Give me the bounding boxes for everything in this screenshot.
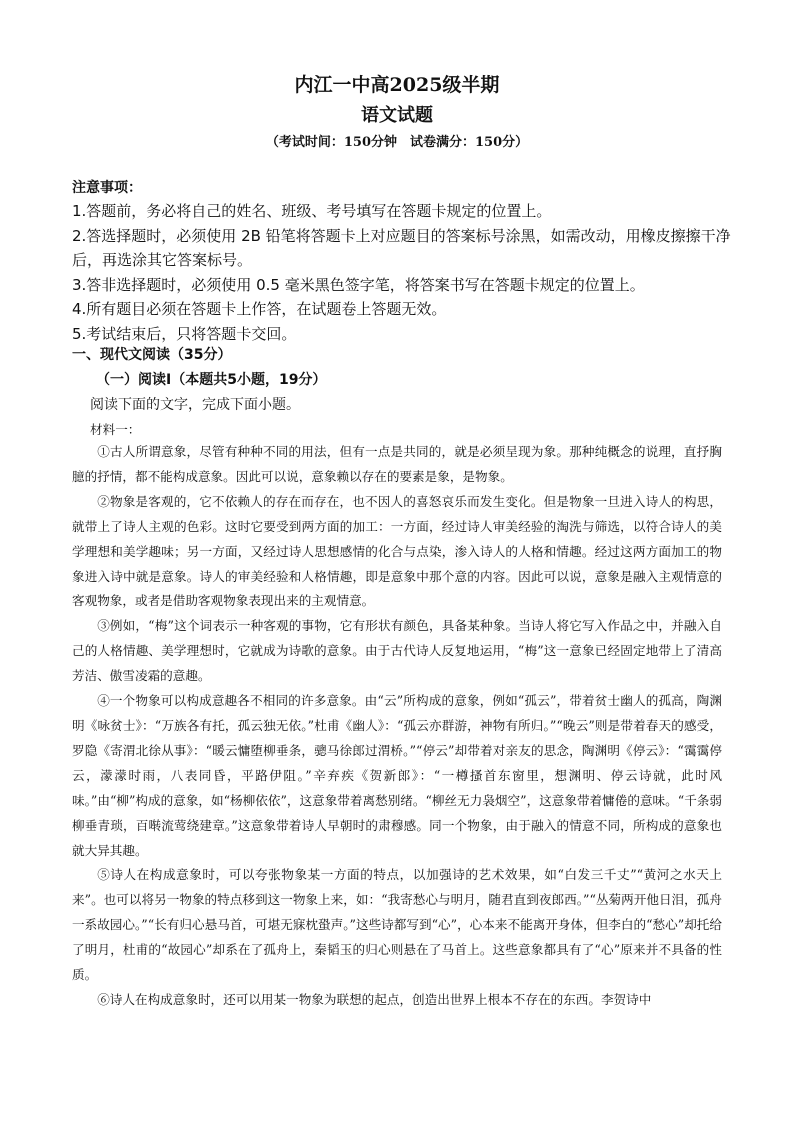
notes-block <box>72 177 732 346</box>
notes-heading: 注意事项： <box>72 180 142 196</box>
reading-passage <box>72 440 722 1013</box>
passage-paragraph: ②物象是客观的，它不依赖人的存在而存在，也不因人的喜怒哀乐而发生变化。但是物象一旦进入诗人的构思，就带上了诗人主观的色彩。这时它要受到两方面的加工：一方面，经过诗人审美经验的淘洗与筛选，以符合诗人的美学理想和美学趣味；另一方面，又经过诗人思想感情的化合与点染，渗入诗人的人格和情趣。经过这两方面加工的物象进入诗中就是意象。诗人的审美经验和人格情趣，即是意象中那个意的内容。因此可以说，意象是融入主观情意的客观物象，或者是借助客观物象表现出来的主观情意。 <box>72 493 722 609</box>
passage-paragraph: ①古人所谓意象，尽管有种种不同的用法，但有一点是共同的，就是必须呈现为象。那种纯概念的说理，直抒胸臆的抒情，都不能构成意象。因此可以说，意象赖以存在的要素是象，是物象。 <box>72 444 722 484</box>
passage-paragraph: ⑥诗人在构成意象时，还可以用某一物象为联想的起点，创造出世界上根本不存在的东西。李贺诗中 <box>97 991 652 1007</box>
passage-paragraph: ③例如，“梅”这个词表示一种客观的事物，它有形状有颜色，具备某种象。当诗人将它写入作品之中，并融入自己的人格情趣、美学理想时，它就成为诗歌的意象。由于古代诗人反复地运用，“梅”这一意象已经固定地带上了清高芳洁、傲雪凌霜的意趣。 <box>72 618 722 684</box>
notes-item: 4.所有题目必须在答题卡上作答，在试题卷上答题无效。 <box>72 300 447 318</box>
exam-title: 内江一中高2025级半期 <box>294 74 500 96</box>
sub-section-heading: （一）阅读Ⅰ（本题共5小题，19分） <box>96 372 327 388</box>
material-label: 材料一： <box>90 422 141 437</box>
passage-paragraph: ④一个物象可以构成意趣各不相同的许多意象。由“云”所构成的意象，例如“孤云”，带着贫士幽人的孤高，陶渊明《咏贫士》：“万族各有托，孤云独无依。”杜甫《幽人》：“孤云亦群游，神物有所归。”“晚云”则是带着春天的感受，罗隐《寄渭北徐从事》：“暖云慵堕柳垂条，骢马徐郎过渭桥。”“停云”却带着对亲友的思念，陶渊明《停云》：“霭霭停云，濛濛时雨，八表同昏，平路伊阻。”辛弃疾《贺新郎》：“一樽搔首东窗里，想渊明、停云诗就，此时风味。”由“柳”构成的意象，如“杨柳依依”，这意象带着离愁别绪。“柳丝无力袅烟空”，这意象带着慵倦的意味。“千条弱柳垂青琐，百啭流莺绕建章。”这意象带着诗人早朝时的肃穆感。同一个物象，由于融入的情意不同，所构成的意象也就大异其趣。 <box>72 693 722 858</box>
notes-item: 2.答选择题时，必须使用 2B 铅笔将答题卡上对应题目的答案标号涂黑，如需改动，用橡皮擦擦干净后，再选涂其它答案标号。 <box>72 226 731 269</box>
passage-paragraph: ⑤诗人在构成意象时，可以夸张物象某一方面的特点，以加强诗的艺术效果，如“白发三千丈”“黄河之水天上来”。也可以将另一物象的特点移到这一物象上来，如：“我寄愁心与明月，随君直到夜郎西。”“丛菊两开他日泪，孤舟一系故园心。”“长有归心悬马首，可堪无寐枕蛩声。”这些诗都写到“心”，心本来不能离开身体，但李白的“愁心”却托给了明月，杜甫的“故园心”却系在了孤舟上，秦韬玉的归心则悬在了马首上。这些意象都具有了“心”原来并不具备的性质。 <box>72 867 722 983</box>
section-heading: 一、现代文阅读（35分） <box>72 347 232 363</box>
reading-instruction: 阅读下面的文字，完成下面小题。 <box>90 397 300 413</box>
notes-item: 3.答非选择题时，必须使用 0.5 毫米黑色签字笔，将答案书写在答题卡规定的位置上。 <box>72 275 645 294</box>
notes-item: 5.考试结束后，只将答题卡交回。 <box>72 324 297 343</box>
notes-item: 1.答题前，务必将自己的姓名、班级、考号填写在答题卡规定的位置上。 <box>72 202 552 220</box>
exam-subject: 语文试题 <box>361 105 433 126</box>
exam-info: （考试时间：150分钟 试卷满分：150分） <box>265 135 529 150</box>
